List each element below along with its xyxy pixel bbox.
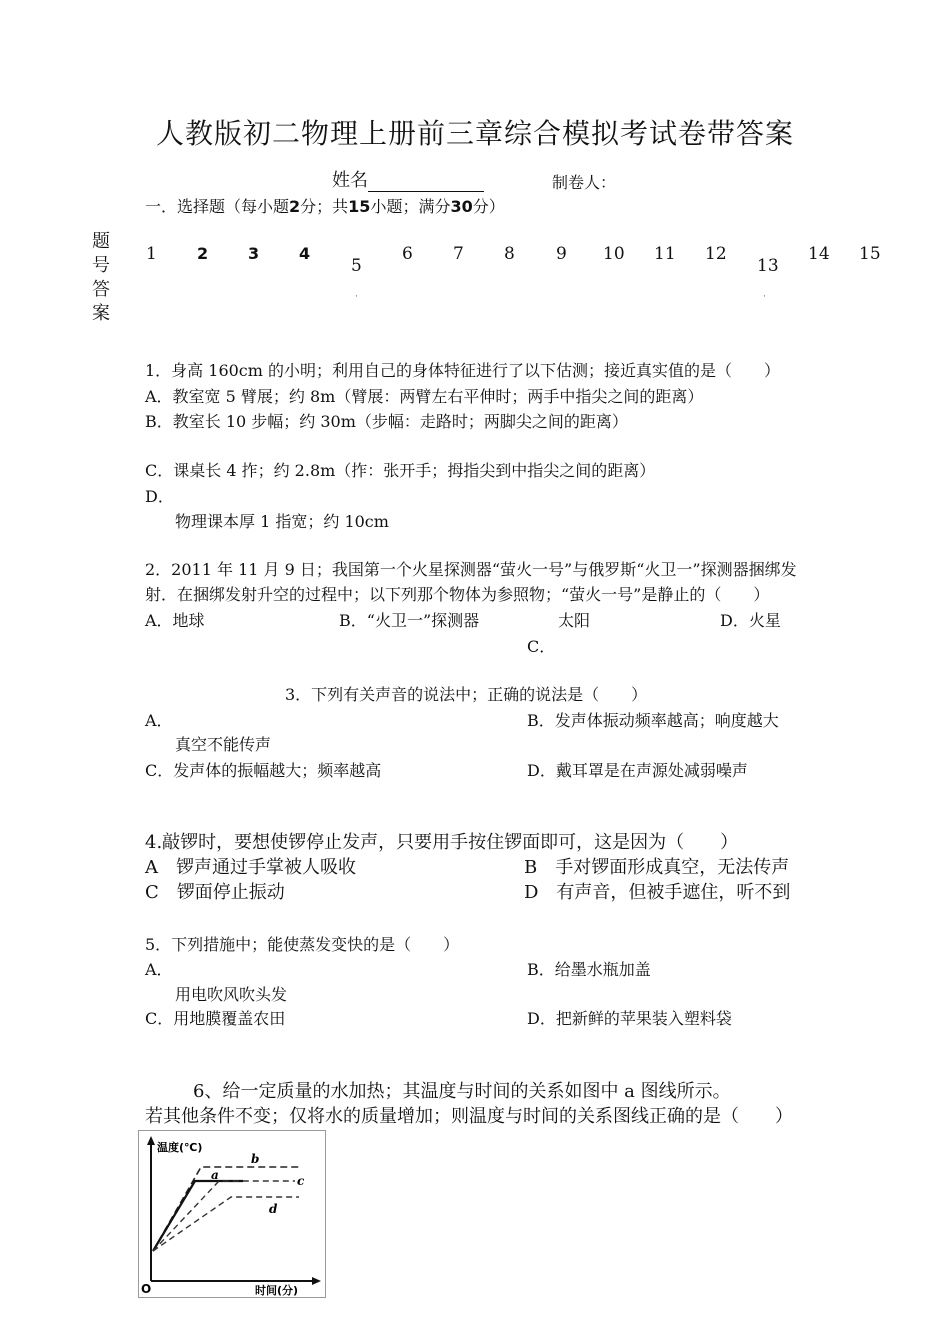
question-count: 15: [348, 197, 371, 216]
answer-number: 5: [351, 256, 362, 276]
section-heading-text: 分）: [472, 197, 505, 216]
question-2-option-d[interactable]: D．火星: [720, 611, 781, 630]
question-3-option-b[interactable]: B．发声体振动频率越高；响度越大: [527, 711, 779, 730]
answer-number: 6: [402, 244, 413, 264]
name-blank[interactable]: [368, 173, 484, 192]
question-3-option-c[interactable]: C．发声体的振幅越大；频率越高: [145, 761, 382, 780]
question-5-option-a-letter[interactable]: A．: [145, 960, 173, 979]
question-4-stem: 4.敲锣时，要想使锣停止发声，只要用手按住锣面即可，这是因为（ ）: [145, 832, 739, 853]
answer-number: 12: [705, 244, 727, 264]
answer-number: 1: [146, 244, 157, 264]
artifact-dot: ·: [763, 292, 766, 302]
name-label: 姓名: [332, 170, 368, 191]
question-2-option-c-letter[interactable]: C．: [527, 637, 556, 656]
question-1-option-d[interactable]: 物理课本厚 1 指宽；约 10cm: [175, 512, 389, 531]
curve-b-label: b: [251, 1152, 260, 1166]
origin-label: O: [141, 1282, 152, 1296]
answer-table-side-label: 题号答案: [92, 231, 110, 324]
question-6-stem-line1: 6、给一定质量的水加热；其温度与时间的关系如图中 a 图线所示。: [193, 1081, 731, 1102]
question-2-option-c[interactable]: 太阳: [558, 611, 591, 630]
question-1-option-d-letter[interactable]: D．: [145, 487, 174, 506]
question-4-option-b[interactable]: B 手对锣面形成真空，无法传声: [524, 857, 790, 878]
maker-label: 制卷人：: [552, 173, 617, 192]
question-1-option-a[interactable]: A．教室宽 5 臂展；约 8m（臂展：两臂左右平伸时；两手中指尖之间的距离）: [145, 387, 704, 406]
curve-a-label: a: [211, 1168, 219, 1182]
answer-number: 2: [197, 244, 209, 263]
question-2-option-b[interactable]: B．“火卫一”探测器: [339, 611, 480, 630]
answer-number: 14: [808, 244, 830, 264]
answer-number: 15: [859, 244, 881, 264]
question-5-option-c[interactable]: C．用地膜覆盖农田: [145, 1009, 286, 1028]
question-1-option-c[interactable]: C．课桌长 4 拃；约 2.8m（拃：张开手；拇指尖到中指尖之间的距离）: [145, 461, 656, 480]
curve-a: [153, 1181, 243, 1251]
question-6-stem-line2: 若其他条件不变；仅将水的质量增加；则温度与时间的关系图线正确的是（ ）: [145, 1106, 793, 1127]
temperature-time-graph: [138, 1130, 326, 1298]
y-axis-label: 温度(℃): [157, 1141, 203, 1154]
question-4-option-d[interactable]: D 有声音，但被手遮住，听不到: [524, 882, 791, 903]
section-heading-text: 分；共: [300, 197, 349, 216]
question-2-stem-line1: 2．2011 年 11 月 9 日；我国第一个火星探测器“萤火一号”与俄罗斯“火卫一”探测器捆绑发: [145, 560, 797, 579]
curve-c-label: c: [297, 1174, 305, 1188]
answer-number: 9: [556, 244, 567, 264]
curve-d-label: d: [269, 1202, 278, 1216]
answer-number: 11: [654, 244, 676, 264]
question-1-option-b[interactable]: B．教室长 10 步幅；约 30m（步幅：走路时；两脚尖之间的距离）: [145, 412, 628, 431]
section-heading-text: 一．选择题（每小题: [145, 197, 290, 216]
question-3-option-d[interactable]: D．戴耳罩是在声源处减弱噪声: [527, 761, 748, 780]
question-5-option-b[interactable]: B．给墨水瓶加盖: [527, 960, 651, 979]
page-title: 人教版初二物理上册前三章综合模拟考试卷带答案: [155, 117, 794, 150]
question-5-stem: 5．下列措施中；能使蒸发变快的是（ ）: [145, 935, 460, 954]
question-3-stem: 3．下列有关声音的说法中；正确的说法是（ ）: [285, 685, 648, 704]
section-heading-text: 小题；满分: [370, 197, 451, 216]
question-1-stem: 1．身高 160cm 的小明；利用自己的身体特征进行了以下估测；接近真实值的是（ ）: [145, 361, 781, 380]
question-2-stem-line2: 射．在捆绑发射升空的过程中；以下列那个物体为参照物；“萤火一号”是静止的（ ）: [145, 585, 770, 604]
answer-number: 8: [504, 244, 515, 264]
question-5-option-d[interactable]: D．把新鲜的苹果装入塑料袋: [527, 1009, 732, 1028]
total-points: 30: [450, 197, 473, 216]
artifact-dot: ·: [355, 292, 358, 302]
question-5-option-a[interactable]: 用电吹风吹头发: [175, 985, 288, 1004]
answer-number: 10: [603, 244, 625, 264]
answer-number: 4: [299, 244, 311, 263]
x-axis-label: 时间(分): [255, 1284, 299, 1297]
answer-number: 3: [248, 244, 260, 263]
x-axis-arrow: [312, 1277, 321, 1285]
answer-number: 13: [757, 256, 779, 276]
graph-svg: [139, 1131, 325, 1297]
question-2-option-a[interactable]: A．地球: [145, 611, 205, 630]
question-4-option-c[interactable]: C 锣面停止振动: [145, 882, 285, 903]
question-3-option-a[interactable]: 真空不能传声: [175, 735, 272, 754]
question-4-option-a[interactable]: A 锣声通过手掌被人吸收: [145, 857, 356, 878]
question-3-option-a-letter[interactable]: A．: [145, 711, 173, 730]
answer-number: 7: [453, 244, 464, 264]
y-axis-arrow: [147, 1136, 155, 1145]
points-per-question: 2: [289, 197, 301, 216]
name-field[interactable]: [332, 166, 484, 192]
section-heading: [145, 194, 505, 217]
